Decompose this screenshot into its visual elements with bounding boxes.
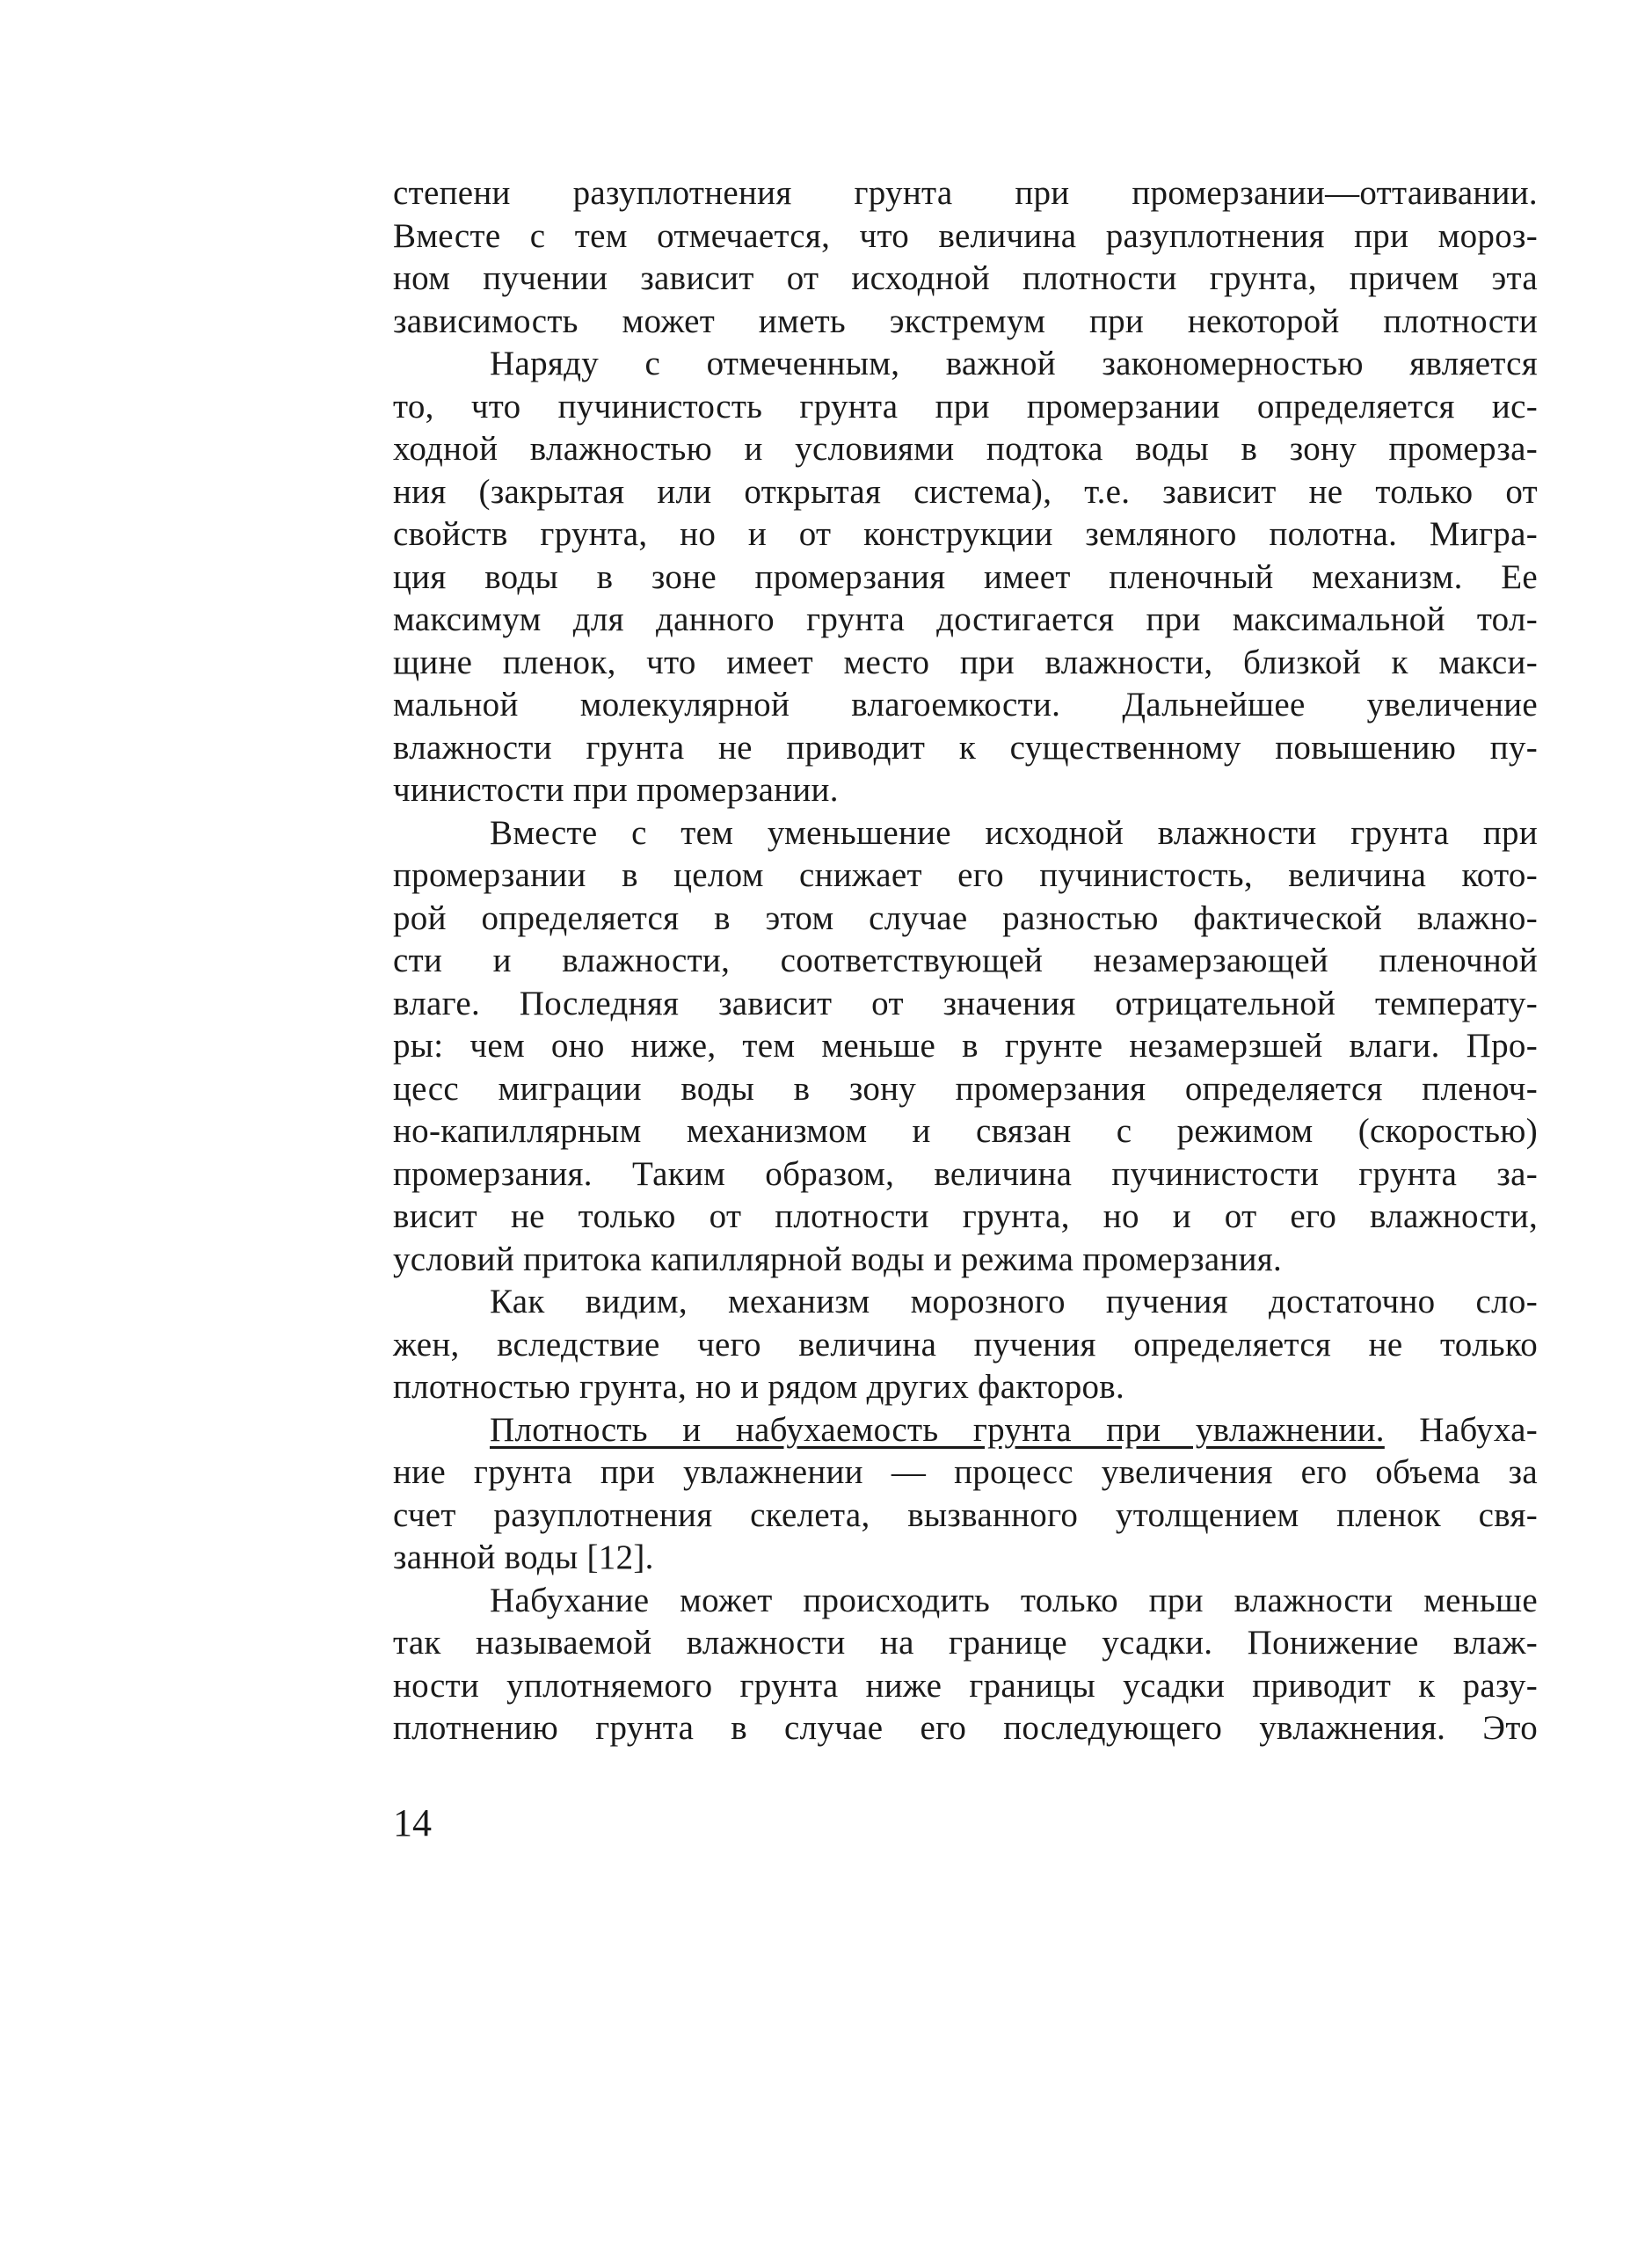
paragraph <box>393 1409 1538 1580</box>
text-line: чинистости при промерзании. <box>393 771 839 809</box>
text-line: влаге. Последняя зависит от значения отрицательной температу- <box>393 984 1538 1022</box>
text-line: жен, вследствие чего величина пучения определяется не только <box>393 1325 1538 1364</box>
text-line: влажности грунта не приводит к существенному повышению пу- <box>393 728 1538 767</box>
paragraph <box>393 812 1538 1282</box>
text-line: Вместе с тем отмечается, что величина разуплотнения при мороз- <box>393 216 1538 255</box>
text-line <box>393 1409 1538 1452</box>
text-line: так называемой влажности на границе усадки. Понижение влаж- <box>393 1624 1538 1662</box>
text-line: ности уплотняемого грунта ниже границы усадки приводит к разу- <box>393 1666 1538 1705</box>
text-line: ном пучении зависит от исходной плотности грунта, причем эта <box>393 259 1538 297</box>
text-line: мальной молекулярной влагоемкости. Дальнейшее увеличение <box>393 686 1538 724</box>
page-number: 14 <box>393 1801 432 1844</box>
text-line: ры: чем оно ниже, тем меньше в грунте незамерзшей влаги. Про- <box>393 1027 1538 1065</box>
paragraph <box>393 1580 1538 1750</box>
section-heading: Плотность и набухаемость грунта при увлажнении. <box>490 1410 1385 1449</box>
text-line: промерзании в целом снижает его пучинистость, величина кото- <box>393 856 1538 894</box>
text-line: промерзания. Таким образом, величина пучинистости грунта за- <box>393 1154 1538 1193</box>
text-line: сти и влажности, соответствующей незамерзающей пленочной <box>393 942 1538 979</box>
text-line: Вместе с тем уменьшение исходной влажности грунта при <box>490 813 1538 852</box>
paragraph <box>393 343 1538 812</box>
text-line: максимум для данного грунта достигается при максимальной тол- <box>393 600 1538 638</box>
text-line: ние грунта при увлажнении — процесс увеличения его объема за <box>393 1453 1538 1491</box>
text-line: счет разуплотнения скелета, вызванного утолщением пленок свя- <box>393 1495 1538 1534</box>
text-line: свойств грунта, но и от конструкции земляного полотна. Мигра- <box>393 515 1538 553</box>
text-line: занной воды [12]. <box>393 1538 654 1576</box>
text-line: ния (закрытая или открытая система), т.е. зависит не только от <box>393 472 1538 511</box>
text-line: висит не только от плотности грунта, но и от его влажности, <box>393 1197 1538 1235</box>
text-line: плотностью грунта, но и рядом других факторов. <box>393 1368 1125 1406</box>
text-line: Наряду с отмеченным, важной закономерностью является <box>490 345 1538 382</box>
heading-tail: Набуха- <box>1384 1410 1538 1449</box>
paragraph <box>393 172 1538 343</box>
text-line: но-капиллярным механизмом и связан с режимом (скоростью) <box>393 1112 1538 1150</box>
body-text <box>393 172 1538 1750</box>
text-line: степени разуплотнения грунта при промерзании—оттаивании. <box>393 174 1538 212</box>
text-line: зависимость может иметь экстремум при некоторой плотности <box>393 302 1538 340</box>
text-line: рой определяется в этом случае разностью фактической влажно- <box>393 898 1538 937</box>
text-line: щине пленок, что имеет место при влажности, близкой к макси- <box>393 643 1538 681</box>
text-line: плотнению грунта в случае его последующего увлажнения. Это <box>393 1709 1538 1747</box>
text-line: цесс миграции воды в зону промерзания определяется пленоч- <box>393 1069 1538 1108</box>
text-line: ция воды в зоне промерзания имеет пленочный механизм. Ее <box>393 557 1538 596</box>
text-line: Как видим, механизм морозного пучения достаточно сло- <box>490 1283 1538 1320</box>
text-line: условий притока капиллярной воды и режима промерзания. <box>393 1240 1283 1278</box>
paragraph <box>393 1281 1538 1409</box>
text-line: Набухание может происходить только при влажности меньше <box>490 1581 1538 1619</box>
text-line: то, что пучинистость грунта при промерзании определяется ис- <box>393 387 1538 425</box>
text-line: ходной влажностью и условиями подтока воды в зону промерза- <box>393 430 1538 468</box>
